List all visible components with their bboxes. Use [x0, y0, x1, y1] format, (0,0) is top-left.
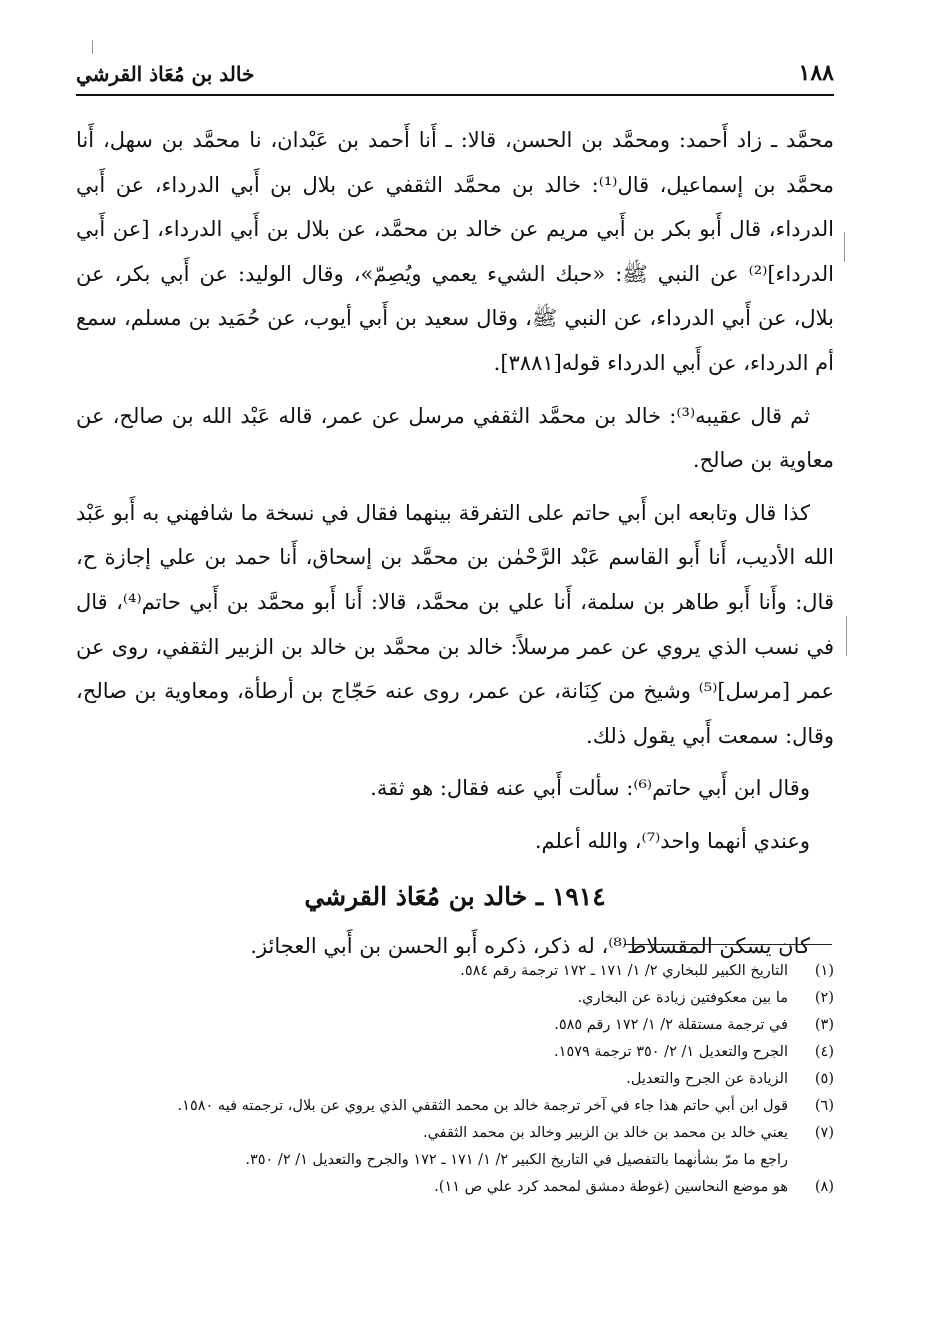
footnotes — [76, 958, 834, 1201]
paragraph-2: ثم قال عقيبه⁽³⁾: خالد بن محمَّد الثقفي مرسل عن عمر، قاله عَبْد الله بن صالح، عن معاوية بن صالح. — [76, 403, 834, 473]
footnote-text: ما بين معكوفتين زيادة عن البخاري. — [577, 990, 788, 1006]
footnote-text: قول ابن أبي حاتم هذا جاء في آخر ترجمة خالد بن محمد الثقفي الذي يروي عن بلال، ترجمته فيه ١٥٨٠. — [177, 1098, 788, 1114]
footnote-number: (٧) — [814, 1125, 834, 1141]
footnote-text: الجرح والتعديل ١/ ٢/ ٣٥٠ ترجمة ١٥٧٩. — [554, 1044, 788, 1060]
footnote-3 — [76, 1012, 834, 1039]
main-text — [76, 118, 834, 976]
footnote-number: (١) — [814, 963, 834, 979]
footnote-text: في ترجمة مستقلة ٢/ ١/ ١٧٢ رقم ٥٨٥. — [554, 1017, 788, 1033]
entry-title: ١٩١٤ ـ خالد بن مُعَاذ القرشي — [304, 881, 606, 911]
footnote-number: (٢) — [814, 990, 834, 1006]
footnote-number: (٥) — [814, 1071, 834, 1087]
paragraph-1: محمَّد ـ زاد أَحمد: ومحمَّد بن الحسن، قالا: ـ أَنا أَحمد بن عَبْدان، نا محمَّد بن سهل، أَنا محمَّد بن إسماعيل، قال⁽¹⁾: خالد بن محمَّد الثقفي عن بلال بن أَبي الدرداء، عن أَبي الدرداء، قال أَبو بكر بن أَبي مريم عن خالد بن محمَّد، عن بلال بن أَبي الدرداء، [عن أَبي الدرداء]⁽²⁾ عن النبي ﷺ: «حبك الشيء يعمي ويُصِمّ»، وقال الوليد: عن أَبي بكر، عن بلال، عن أَبي الدرداء، عن النبي ﷺ، وقال سعيد بن أَبي أيوب، عن حُمَيد بن مسلم، سمع أم الدرداء، عن أَبي الدرداء قوله[٣٨٨١]. — [76, 128, 834, 375]
footnote-number: (٣) — [814, 1017, 834, 1033]
scan-margin-mark — [844, 232, 845, 262]
paragraph-5: وعندي أنهما واحد⁽⁷⁾، والله أعلم. — [534, 828, 810, 853]
paragraph-3: كذا قال وتابعه ابن أَبي حاتم على التفرقة بينهما فقال في نسخة ما شافهني به أَبو عَبْد الله الأديب، أَنا أَبو القاسم عَبْد الرَّحْمٰن بن محمَّد بن إسحاق، أَنا حمد بن علي إجازة ح، قال: وأَنا أَبو طاهر بن سلمة، أَنا علي بن محمَّد، قالا: أَنا أَبو محمَّد بن أَبي حاتم⁽⁴⁾، قال في نسب الذي يروي عن عمر مرسلاً: خالد بن محمَّد بن خالد بن الزبير الثقفي، روى عن عمر [مرسل]⁽⁵⁾ وشيخ من كِنَانة، عن عمر، روى عنه حَجّاج بن أرطأة، ومعاوية بن صالح، وقال: سمعت أَبي يقول ذلك. — [76, 500, 835, 748]
paragraph-4: وقال ابن أَبي حاتم⁽⁶⁾: سألت أَبي عنه فقال: هو ثقة. — [370, 776, 810, 801]
footnote-5 — [76, 1066, 834, 1093]
footnote-7-continuation: راجع ما مرّ بشأنهما بالتفصيل في التاريخ الكبير ٢/ ١/ ١٧١ ـ ١٧٢ والجرح والتعديل ١/ ٢/ ٣٥٠. — [245, 1152, 788, 1168]
footnote-text: يعني خالد بن محمد بن خالد بن الزبير وخالد بن محمد الثقفي. — [422, 1125, 788, 1141]
running-title: خالد بن مُعَاذ القرشي — [76, 62, 255, 86]
footnote-7 — [76, 1120, 834, 1147]
footnote-divider — [624, 944, 832, 945]
footnote-number: (٤) — [814, 1044, 834, 1060]
footnote-text: هو موضع النحاسين (غوطة دمشق لمحمد كرد علي ص ١١). — [434, 1179, 788, 1195]
page-number: ١٨٨ — [798, 60, 834, 86]
footnote-number: (٦) — [814, 1098, 834, 1114]
footnote-2 — [76, 985, 834, 1012]
footnote-4 — [76, 1039, 834, 1066]
footnote-text: التاريخ الكبير للبخاري ٢/ ١/ ١٧١ ـ ١٧٢ ترجمة رقم ٥٨٤. — [460, 963, 788, 979]
footnote-text: الزيادة عن الجرح والتعديل. — [626, 1071, 788, 1087]
scan-margin-mark — [92, 40, 93, 54]
footnote-8 — [76, 1174, 834, 1201]
entry-text: كان يسكن المقسلاط⁽⁸⁾، له ذكر، ذكره أَبو الحسن بن أَبي العجائز. — [250, 933, 810, 958]
scan-margin-mark — [846, 616, 847, 656]
footnote-6 — [76, 1093, 834, 1120]
footnote-number: (٨) — [814, 1179, 834, 1195]
page-header — [76, 58, 834, 96]
footnote-1 — [76, 958, 834, 985]
